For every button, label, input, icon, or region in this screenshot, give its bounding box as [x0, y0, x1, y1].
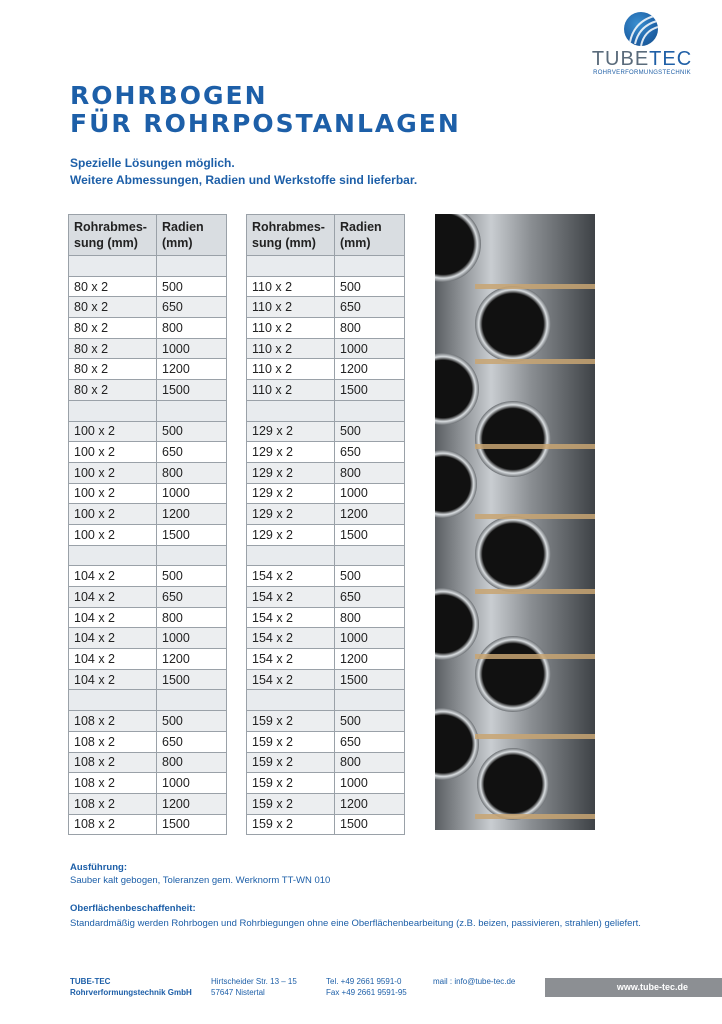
table-header-row	[69, 215, 227, 256]
table-row	[69, 566, 227, 587]
table-row	[247, 628, 405, 649]
table-row	[69, 607, 227, 628]
dimensions-table-right	[246, 214, 405, 835]
cell-dimension: 100 x 2	[69, 421, 157, 442]
separator-row	[247, 400, 405, 421]
pipe-bends-photo	[435, 214, 595, 830]
header-dimension: Rohrabmes- sung (mm)	[247, 215, 335, 256]
table-row	[69, 669, 227, 690]
cell-radius: 650	[157, 297, 227, 318]
cell-dimension: 104 x 2	[69, 566, 157, 587]
cell-dimension: 110 x 2	[247, 276, 335, 297]
intro-text	[70, 155, 417, 189]
cell-radius: 1000	[157, 628, 227, 649]
cell-dimension: 100 x 2	[69, 462, 157, 483]
cell-radius: 650	[335, 297, 405, 318]
table-row	[69, 442, 227, 463]
header-dimension: Rohrabmes- sung (mm)	[69, 215, 157, 256]
cell-radius: 650	[335, 442, 405, 463]
separator-row	[247, 545, 405, 566]
table-row	[247, 297, 405, 318]
cell-radius: 650	[157, 731, 227, 752]
cell-radius: 800	[157, 752, 227, 773]
wood-spacer	[475, 589, 595, 594]
cell-radius: 1200	[157, 793, 227, 814]
table-row	[69, 731, 227, 752]
logo-mark-icon	[624, 12, 658, 46]
cell-dimension: 110 x 2	[247, 297, 335, 318]
cell-radius: 1000	[157, 338, 227, 359]
cell-radius: 500	[335, 421, 405, 442]
cell-radius: 1500	[157, 814, 227, 835]
table-row	[69, 276, 227, 297]
pipe-end	[475, 636, 551, 712]
brand-logo	[583, 12, 701, 76]
footer-mail[interactable]: mail : info@tube-tec.de	[433, 977, 516, 986]
table-row	[247, 421, 405, 442]
table-row	[247, 649, 405, 670]
cell-radius: 650	[335, 587, 405, 608]
cell-radius: 650	[157, 442, 227, 463]
table-row	[247, 793, 405, 814]
dimensions-table-left	[68, 214, 227, 835]
cell-dimension: 108 x 2	[69, 773, 157, 794]
cell-dimension: 80 x 2	[69, 338, 157, 359]
wood-spacer	[475, 444, 595, 449]
cell-radius: 1500	[157, 524, 227, 545]
table-row	[69, 421, 227, 442]
cell-dimension: 80 x 2	[69, 359, 157, 380]
separator-row	[69, 256, 227, 277]
table-row	[247, 462, 405, 483]
table-row	[69, 711, 227, 732]
cell-radius: 1200	[157, 504, 227, 525]
cell-dimension: 100 x 2	[69, 524, 157, 545]
table-row	[69, 793, 227, 814]
cell-dimension: 154 x 2	[247, 649, 335, 670]
intro-line-2: Weitere Abmessungen, Radien und Werkstoffe sind lieferbar.	[70, 173, 418, 187]
table-row	[247, 318, 405, 339]
pipe-end	[475, 286, 551, 362]
table-row	[247, 814, 405, 835]
table-row	[247, 276, 405, 297]
cell-dimension: 80 x 2	[69, 297, 157, 318]
cell-radius: 1200	[335, 649, 405, 670]
table-row	[247, 524, 405, 545]
cell-dimension: 154 x 2	[247, 566, 335, 587]
cell-dimension: 159 x 2	[247, 814, 335, 835]
table-row	[69, 587, 227, 608]
table-row	[69, 773, 227, 794]
separator-row	[69, 400, 227, 421]
cell-radius: 500	[335, 276, 405, 297]
pipe-end	[477, 748, 549, 820]
footer-website-link[interactable]: www.tube-tec.de	[545, 978, 722, 997]
table-row	[247, 504, 405, 525]
cell-radius: 800	[335, 607, 405, 628]
table-row	[247, 731, 405, 752]
wood-spacer	[475, 734, 595, 739]
cell-dimension: 159 x 2	[247, 752, 335, 773]
cell-radius: 1000	[157, 483, 227, 504]
separator-row	[247, 690, 405, 711]
table-row	[69, 504, 227, 525]
cell-dimension: 104 x 2	[69, 649, 157, 670]
cell-dimension: 104 x 2	[69, 628, 157, 649]
cell-dimension: 154 x 2	[247, 607, 335, 628]
cell-radius: 500	[157, 566, 227, 587]
cell-dimension: 154 x 2	[247, 587, 335, 608]
execution-heading: Ausführung:	[70, 862, 127, 873]
header-radius: Radien (mm)	[335, 215, 405, 256]
separator-row	[69, 690, 227, 711]
table-row	[69, 483, 227, 504]
wood-spacer	[475, 654, 595, 659]
execution-section	[70, 862, 330, 886]
header-radius: Radien (mm)	[157, 215, 227, 256]
cell-dimension: 108 x 2	[69, 731, 157, 752]
cell-radius: 1200	[335, 793, 405, 814]
cell-radius: 500	[157, 421, 227, 442]
execution-text: Sauber kalt gebogen, Toleranzen gem. Werknorm TT-WN 010	[70, 875, 331, 886]
table-row	[247, 773, 405, 794]
table-row	[247, 380, 405, 401]
cell-dimension: 80 x 2	[69, 318, 157, 339]
cell-dimension: 110 x 2	[247, 359, 335, 380]
cell-dimension: 108 x 2	[69, 793, 157, 814]
cell-dimension: 110 x 2	[247, 318, 335, 339]
cell-radius: 500	[157, 711, 227, 732]
cell-dimension: 129 x 2	[247, 524, 335, 545]
cell-dimension: 129 x 2	[247, 462, 335, 483]
cell-radius: 800	[157, 607, 227, 628]
cell-radius: 800	[335, 752, 405, 773]
table-row	[247, 607, 405, 628]
footer-address: Hirtscheider Str. 13 – 15 57647 Nistertal	[211, 977, 297, 997]
cell-dimension: 104 x 2	[69, 669, 157, 690]
footer-phone: Tel. +49 2661 9591-0 Fax +49 2661 9591-95	[326, 977, 407, 997]
cell-radius: 1000	[335, 773, 405, 794]
table-row	[247, 587, 405, 608]
table-header-row	[247, 215, 405, 256]
cell-dimension: 159 x 2	[247, 773, 335, 794]
pipe-end	[475, 401, 551, 477]
cell-dimension: 108 x 2	[69, 752, 157, 773]
cell-dimension: 80 x 2	[69, 276, 157, 297]
table-row	[69, 752, 227, 773]
cell-dimension: 110 x 2	[247, 338, 335, 359]
table-row	[247, 442, 405, 463]
cell-radius: 500	[157, 276, 227, 297]
cell-radius: 500	[335, 711, 405, 732]
table-row	[69, 380, 227, 401]
table-row	[247, 752, 405, 773]
cell-dimension: 104 x 2	[69, 607, 157, 628]
cell-radius: 1200	[335, 504, 405, 525]
cell-radius: 1500	[335, 524, 405, 545]
table-row	[69, 338, 227, 359]
cell-dimension: 104 x 2	[69, 587, 157, 608]
cell-radius: 800	[157, 318, 227, 339]
surface-section	[70, 902, 670, 930]
cell-radius: 800	[335, 462, 405, 483]
table-row	[69, 462, 227, 483]
cell-radius: 1200	[157, 359, 227, 380]
title-line-1: ROHRBOGEN	[70, 81, 268, 110]
surface-heading: Oberflächenbeschaffenheit:	[70, 903, 196, 914]
cell-dimension: 108 x 2	[69, 814, 157, 835]
cell-radius: 1000	[335, 483, 405, 504]
cell-dimension: 129 x 2	[247, 442, 335, 463]
cell-dimension: 108 x 2	[69, 711, 157, 732]
cell-radius: 1500	[157, 380, 227, 401]
separator-row	[69, 545, 227, 566]
table-row	[69, 628, 227, 649]
cell-radius: 1500	[335, 814, 405, 835]
cell-radius: 1500	[335, 669, 405, 690]
cell-radius: 1000	[335, 628, 405, 649]
cell-radius: 1200	[335, 359, 405, 380]
logo-subtitle: ROHRVERFORMUNGSTECHNIK	[593, 70, 691, 76]
table-row	[247, 711, 405, 732]
logo-name: TUBETEC	[591, 48, 693, 70]
cell-radius: 1500	[335, 380, 405, 401]
cell-radius: 650	[157, 587, 227, 608]
table-row	[69, 649, 227, 670]
pipe-end	[475, 516, 551, 592]
cell-radius: 650	[335, 731, 405, 752]
cell-radius: 500	[335, 566, 405, 587]
table-row	[69, 297, 227, 318]
intro-line-1: Spezielle Lösungen möglich.	[70, 156, 235, 170]
wood-spacer	[475, 514, 595, 519]
cell-dimension: 159 x 2	[247, 731, 335, 752]
table-row	[69, 318, 227, 339]
cell-radius: 1000	[335, 338, 405, 359]
cell-dimension: 154 x 2	[247, 628, 335, 649]
table-row	[69, 814, 227, 835]
cell-radius: 1500	[157, 669, 227, 690]
separator-row	[247, 256, 405, 277]
cell-dimension: 100 x 2	[69, 483, 157, 504]
cell-dimension: 129 x 2	[247, 504, 335, 525]
cell-radius: 1200	[157, 649, 227, 670]
cell-dimension: 80 x 2	[69, 380, 157, 401]
cell-radius: 800	[157, 462, 227, 483]
table-row	[247, 359, 405, 380]
table-row	[247, 338, 405, 359]
cell-radius: 1000	[157, 773, 227, 794]
footer-company: TUBE-TEC Rohrverformungstechnik GmbH	[70, 977, 192, 997]
table-row	[247, 566, 405, 587]
cell-dimension: 129 x 2	[247, 483, 335, 504]
table-row	[69, 524, 227, 545]
surface-text: Standardmäßig werden Rohrbogen und Rohrbiegungen ohne eine Oberflächenbearbeitung (z.B. beizen, passivieren, strahlen) geliefert.	[70, 918, 641, 929]
table-row	[69, 359, 227, 380]
table-row	[247, 669, 405, 690]
cell-radius: 800	[335, 318, 405, 339]
cell-dimension: 129 x 2	[247, 421, 335, 442]
wood-spacer	[475, 284, 595, 289]
cell-dimension: 100 x 2	[69, 442, 157, 463]
cell-dimension: 159 x 2	[247, 711, 335, 732]
cell-dimension: 100 x 2	[69, 504, 157, 525]
table-row	[247, 483, 405, 504]
cell-dimension: 154 x 2	[247, 669, 335, 690]
cell-dimension: 110 x 2	[247, 380, 335, 401]
title-line-2: FÜR ROHRPOSTANLAGEN	[70, 109, 461, 138]
cell-dimension: 159 x 2	[247, 793, 335, 814]
wood-spacer	[475, 814, 595, 819]
page-title	[70, 82, 461, 138]
wood-spacer	[475, 359, 595, 364]
